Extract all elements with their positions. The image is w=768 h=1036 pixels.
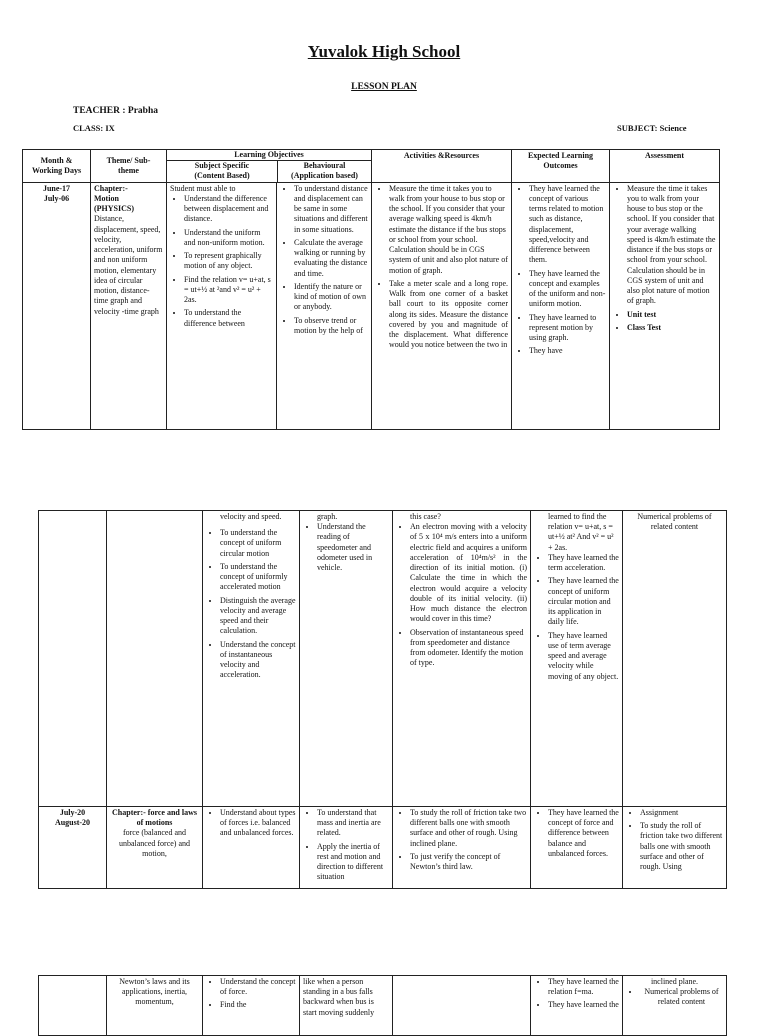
subject-cell [203,511,300,807]
list-item: • They have learned the concept of uniform circular motion and its application in daily life. [548,576,619,627]
doc-title: LESSON PLAN [351,82,417,92]
class-label: CLASS: IX [73,123,115,133]
list-item: • Understand about types of forces i.e. balanced and unbalanced forces. [220,808,296,839]
list-item: • They have learned the concept and examples of the uniform and non-uniform motion. [529,269,606,310]
theme-header: Theme/ Sub- theme [91,150,167,183]
month-header: Month & Working Days [23,150,91,183]
list-item: • To understand that mass and inertia are related. [317,808,389,839]
subject-cell [203,807,300,889]
theme-cell [91,182,167,429]
chapter-title: Chapter:- force and laws of motions [112,808,197,828]
month-cell [39,976,107,1036]
list-item: • To study the roll of friction take two different balls one with smooth surface and other of rough. Using inclined plane. [410,808,527,849]
theme-cell: Newton’s laws and its applications, inertia, momentum, [107,976,203,1036]
list-item: • To represent graphically motion of any object. [184,251,273,271]
list-item: • They have [529,346,606,356]
outcomes-header: Expected Learning Outcomes [512,150,610,183]
assessment-cell: Numerical problems of related content [623,511,727,807]
list-item: • They have learned the concept of various terms related to motion such as distance, displacement, speed,velocity and difference between them. [529,184,606,266]
outcomes-cell [531,807,623,889]
teacher-label: TEACHER : Prabha [73,106,158,116]
list-item: • To understand the difference between [184,308,273,328]
list-item: • Understand the difference between displacement and distance. [184,194,273,225]
outcomes-cell [531,511,623,807]
table-row [39,976,727,1036]
list-item: • To understand the concept of uniformly accelerated motion [220,562,296,593]
learning-objectives-header: Learning Objectives [167,150,371,161]
chapter-title: Chapter:- Motion (PHYSICS) [94,183,135,214]
list-item: • To observe trend or motion by the help of [294,316,368,336]
list-item: • Understand the concept of force. [220,977,296,997]
list-item: • Find the [220,1000,296,1010]
list-item: • To study the roll of friction take two different balls one with smooth surface and other of rough. Using [640,821,723,872]
list-item: • Measure the time it takes you to walk from your house to bus stop or the school. If you consider that your average walking speed is 4km/h estimate the distance if the bus stops or school from your school. Calculation should be in CGS system of unit and also plot nature of motion of graph. [389,184,508,276]
list-item: • They have learned the relation f=ma. [548,977,619,997]
activities-cell [393,511,531,807]
subject-cell [167,182,277,429]
assessment-cell [610,182,720,429]
list-item: • Apply the inertia of rest and motion and direction to different situation [317,842,389,883]
list-item: • Class Test [627,323,716,333]
theme-text: force (balanced and unbalanced force) and motion, [118,828,191,858]
outcomes-cell [531,976,623,1036]
subject-cell [203,976,300,1036]
month-cell: June-17 July-06 [23,182,91,429]
list-item: • They have learned the term acceleration. [548,553,619,573]
cell-lead: this case? [410,512,441,521]
subject-specific-header: Subject Specific (Content Based) [167,161,278,181]
list-item: • They have learned use of term average speed and average velocity while moving of any object. [548,631,619,682]
list-item: • Observation of instantaneous speed from speedometer and distance from odometer. Identify the motion of type. [410,628,527,669]
table-row [23,182,720,429]
lesson-table-3 [38,975,727,1036]
behavioural-cell: like when a person standing in a bus falls backward when bus is start moving suddenly [300,976,393,1036]
list-item: • Unit test [627,310,716,320]
subject-label: SUBJECT: Science [617,123,687,133]
activities-cell [393,807,531,889]
school-title: Yuvalok High School [307,42,461,61]
list-item: • Distinguish the average velocity and average speed and their calculation. [220,596,296,637]
list-item: • Understand the reading of speedometer and odometer used in vehicle. [317,522,389,573]
assessment-cell [623,807,727,889]
list-item: • Take a meter scale and a long rope. Walk from one corner of a basket ball court to its opposite corner along its sides. Measure the distance covered by you and magnitude of the displacement. What difference would you notice between the two in [389,279,508,351]
behavioural-cell [300,511,393,807]
assessment-header: Assessment [610,150,720,183]
activities-cell [372,182,512,429]
cell-lead: learned to find the relation v= u+at, s = ut+½ at² And v² = u² + 2as. [548,512,614,552]
list-item: • They have learned the concept of force and difference between balance and unbalanced forces. [548,808,619,859]
list-item: • They have learned to represent motion by using graph. [529,313,606,344]
cell-lead: inclined plane. [650,977,699,986]
activities-cell [393,976,531,1036]
header-row [23,150,720,183]
cell-lead: graph. [317,512,338,521]
list-item: • Identify the nature or kind of motion of own or anybody. [294,282,368,313]
table-row [39,807,727,889]
list-item: • Understand the uniform and non-uniform motion. [184,228,273,248]
table-row [39,511,727,807]
list-item: • An electron moving with a velocity of 5 x 10⁴ m/s enters into a uniform electric field and acquires a uniform acceleration of 10⁴m/s² in the direction of its initial motion. (i) Calculate the time in which the electron would acquire a velocity double of its initial velocity. (ii) How much distance the electron would cover in this time? [410,522,527,624]
theme-text: Distance, displacement, speed, velocity, acceleration, uniform and non uniform motion, elementary idea of circular motion, distance-time graph and velocity -time graph [94,214,163,316]
assessment-cell [623,976,727,1036]
list-item: • To understand the concept of uniform circular motion [220,528,296,559]
list-item: • Find the relation v= u+at, s = ut+½ at ²and v² = u² + 2as. [184,275,273,306]
subject-intro: Student must able to [170,183,236,193]
list-item: • To understand distance and displacement can be same in some situations and different in some situations. [294,184,368,235]
cell-lead: velocity and speed. [220,512,282,521]
theme-cell [107,511,203,807]
month-cell [39,511,107,807]
list-item: • Measure the time it takes you to walk from your house to bus stop or the school. If you consider that your average walking speed is 4km/h estimate the distance if the bus stops or school from your school. Calculation should be in CGS system of unit and also plot nature of motion of graph. [627,184,716,307]
month-cell: July-20 August-20 [39,807,107,889]
list-item: • Numerical problems of related content [640,987,723,1007]
activities-header: Activities &Resources [372,150,512,183]
behavioural-cell [300,807,393,889]
lesson-table-2 [38,510,727,889]
behavioural-header: Behavioural (Application based) [291,161,358,181]
behavioural-cell [277,182,372,429]
list-item: • They have learned the [548,1000,619,1010]
outcomes-cell [512,182,610,429]
list-item: • Assignment [640,808,723,818]
list-item: • To just verify the concept of Newton’s third law. [410,852,527,872]
list-item: • Calculate the average walking or running by evaluating the distance and time. [294,238,368,279]
list-item: • Understand the concept of instantaneous velocity and acceleration. [220,640,296,681]
theme-cell [107,807,203,889]
lesson-table-1 [22,149,720,430]
